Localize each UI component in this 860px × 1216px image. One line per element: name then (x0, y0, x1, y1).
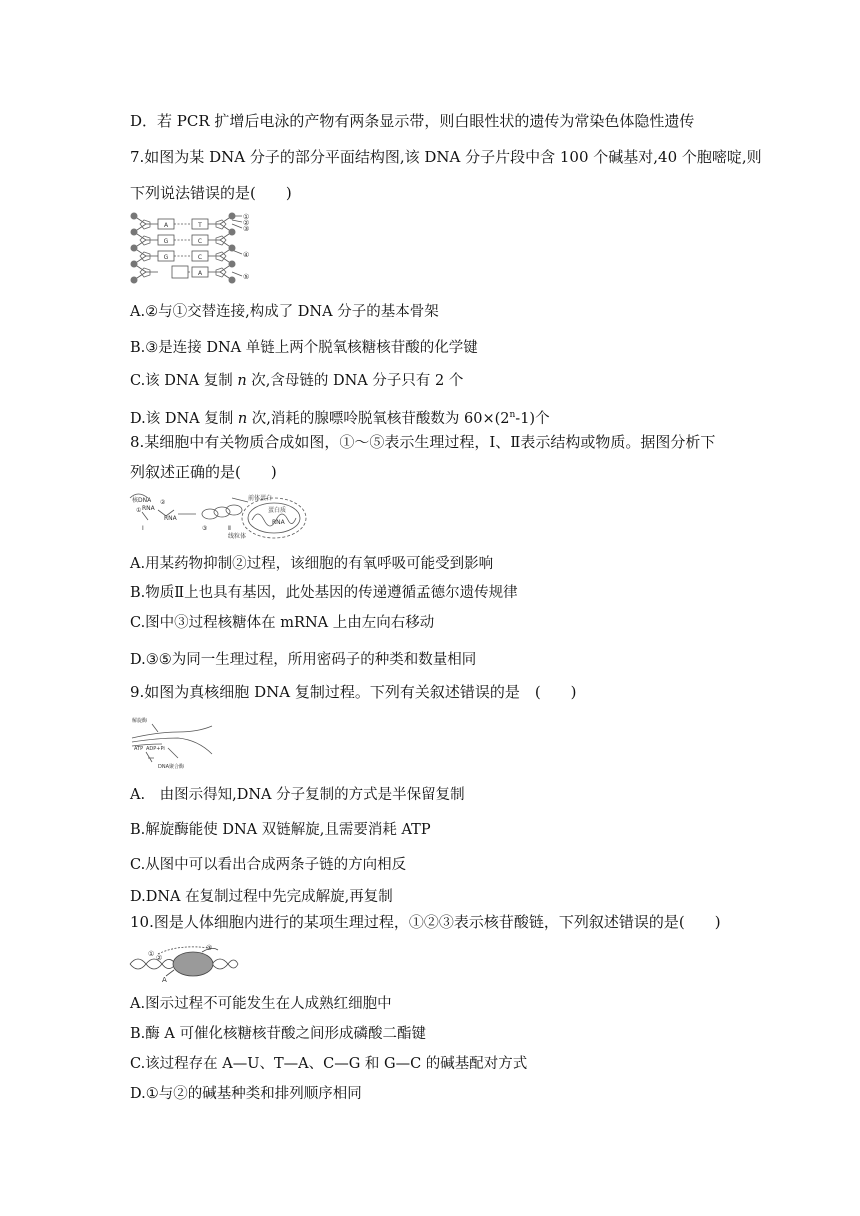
q10-mark-1: ① (148, 950, 155, 958)
q7-option-d: D.该 DNA 复制 n 次,消耗的腺嘌呤脱氧核苷酸数为 $60\times(2^n-1)$个 (130, 410, 550, 427)
q8-nuclear-dna-label: 核DNA (132, 497, 152, 504)
q8-rna-label-2: RNA (164, 515, 177, 522)
q7-base-right-4: A (197, 270, 203, 277)
q7-base-right-1: T (198, 222, 202, 229)
q10-option-b: B.酶 A 可催化核糖核苷酸之间形成磷酸二酯键 (130, 1026, 426, 1042)
q8-protein-synthesis-figure (128, 490, 308, 542)
q7-mark-5: ⑤ (243, 273, 250, 281)
q8-stem-line2: 列叙述正确的是( ) (130, 463, 277, 481)
q10-enzyme-a-label: A (162, 976, 167, 984)
q7-base-left-2: G (163, 238, 169, 245)
q9-option-d: D.DNA 在复制过程中先完成解旋,再复制 (130, 889, 393, 905)
q9-polymerase-label: DNA聚合酶 (158, 764, 185, 770)
q8-mark-2: ② (160, 499, 166, 506)
q7-base-right-2: C (197, 238, 203, 245)
q7-base-left-3: G (163, 254, 169, 261)
q9-option-a: A. 由图示得知,DNA 分子复制的方式是半保留复制 (130, 787, 465, 803)
q7-option-b: B.③是连接 DNA 单链上两个脱氧核糖核苷酸的化学键 (130, 340, 478, 356)
q7-stem-line2: 下列说法错误的是( ) (130, 184, 292, 202)
q7-base-left-1: A (163, 222, 169, 229)
q8-mark-3: ③ (202, 525, 208, 532)
q7-mark-3: ③ (243, 225, 250, 233)
q8-rna-label-1: RNA (142, 505, 155, 512)
q10-option-c: C.该过程存在 A—U、T—A、C—G 和 G—C 的碱基配对方式 (130, 1056, 528, 1072)
q7-dna-structure-figure (128, 210, 258, 290)
q8-roman-2: Ⅱ (228, 525, 231, 532)
q9-atp-label: ATP (134, 746, 144, 752)
q8-option-d: D.③⑤为同一生理过程，所用密码子的种类和数量相同 (130, 652, 477, 668)
q8-option-b: B.物质Ⅱ上也具有基因，此处基因的传递遵循孟德尔遗传规律 (130, 585, 518, 601)
q9-option-c: C.从图中可以看出合成两条子链的方向相反 (130, 857, 407, 873)
q8-option-c: C.图中③过程核糖体在 mRNA 上由左向右移动 (130, 615, 435, 631)
q7-mark-4: ④ (243, 251, 250, 259)
q7-option-a: A.②与①交替连接,构成了 DNA 分子的基本骨架 (130, 304, 439, 320)
q8-precursor-protein-label: 前体蛋白 (248, 495, 273, 502)
q7-mark-2: ② (243, 219, 250, 227)
q7-stem-line1: 7.如图为某 DNA 分子的部分平面结构图,该 DNA 分子片段中含 100 个碱基对,40 个胞嘧啶,则 (130, 148, 762, 166)
q8-roman-1: Ⅰ (142, 525, 144, 532)
q7-option-c: C.该 DNA 复制 n 次,含母链的 DNA 分子只有 2 个 (130, 373, 464, 389)
q8-mark-1: ① (136, 507, 142, 514)
q10-stem: 10.图是人体细胞内进行的某项生理过程，①②③表示核苷酸链，下列叙述错误的是( ) (130, 913, 721, 931)
q10-option-a: A.图示过程不可能发生在人成熟红细胞中 (130, 996, 392, 1012)
q8-rna-label-3: RNA (272, 519, 285, 526)
q6-option-d: D．若 PCR 扩增后电泳的产物有两条显示带，则白眼性状的遗传为常染色体隐性遗传 (130, 112, 695, 130)
q8-stem-line1: 8.某细胞中有关物质合成如图，①～⑤表示生理过程，Ⅰ、Ⅱ表示结构或物质。据图分析下 (130, 433, 716, 451)
q10-mark-3: ③ (206, 944, 213, 952)
q10-mark-2: ② (156, 954, 163, 962)
q7-base-right-3: C (197, 254, 203, 261)
q8-option-a: A.用某药物抑制②过程，该细胞的有氧呼吸可能受到影响 (130, 556, 494, 572)
q8-protein-label: 蛋白质 (268, 507, 287, 514)
q10-option-d: D.①与②的碱基种类和排列顺序相同 (130, 1086, 362, 1102)
q8-mitochondria-label: 线粒体 (228, 533, 247, 540)
q9-option-b: B.解旋酶能使 DNA 双链解旋,且需要消耗 ATP (130, 822, 431, 838)
q9-stem: 9.如图为真核细胞 DNA 复制过程。下列有关叙述错误的是 ( ) (130, 683, 577, 701)
q9-helicase-label: 解旋酶 (132, 718, 148, 724)
q9-adp-label: ADP+Pi (146, 746, 165, 752)
q10-transcription-figure (128, 942, 240, 984)
q9-dna-replication-figure (128, 714, 214, 772)
q7-mark-1: ① (243, 213, 250, 221)
